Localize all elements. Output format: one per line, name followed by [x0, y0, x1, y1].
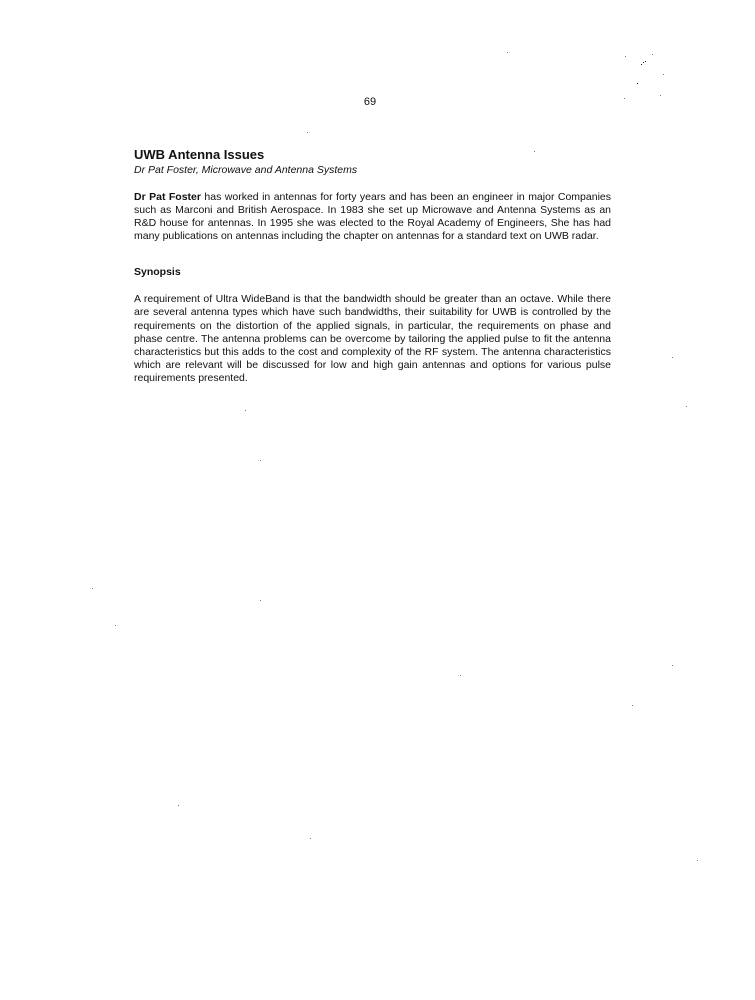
speck [672, 665, 673, 666]
speck [645, 61, 646, 62]
speck [637, 83, 638, 84]
page-number: 69 [363, 96, 377, 108]
speck [686, 406, 687, 407]
speck [663, 74, 664, 75]
speck [115, 625, 116, 626]
speck [310, 838, 311, 839]
author-bio-text: has worked in antennas for forty years and has been an engineer in major Companies such as Marconi and British Aerospace. In 1983 she set up Microwave and Antenna Systems as an R&D house for antennas. In 1995 she was elected to the Royal Academy of Engineers, She has had many publications on antennas including the chapter on antennas for a standard text on UWB radar. [134, 191, 611, 243]
author-name: Dr Pat Foster [134, 191, 201, 203]
speck [534, 151, 535, 152]
speck [672, 357, 673, 358]
article-byline: Dr Pat Foster, Microwave and Antenna Systems [134, 164, 358, 176]
speck [643, 62, 644, 63]
speck [632, 705, 633, 706]
synopsis-text: A requirement of Ultra WideBand is that the bandwidth should be greater than an octave. While there are several antenna types which have such bandwidths, their suitability for UWB is controlled by the requirements on the distortion of the applied signals, in particular, the requirements on phase and phase centre. The antenna problems can be overcome by tailoring the applied pulse to fit the antenna characteristics but this adds to the cost and complexity of the RF system. The antenna characteristics which are relevant will be discussed for low and high gain antennas and options for various pulse requirements presented. [134, 293, 611, 384]
speck [460, 675, 461, 676]
article [134, 147, 611, 385]
speck [660, 95, 661, 96]
speck [307, 132, 308, 133]
speck [641, 64, 642, 65]
speck [260, 600, 261, 601]
synopsis-heading: Synopsis [134, 266, 181, 279]
speck [507, 52, 508, 53]
speck [624, 98, 625, 99]
speck [92, 588, 93, 589]
speck [652, 54, 653, 55]
speck [625, 56, 626, 57]
article-title: UWB Antenna Issues [134, 147, 265, 162]
speck [260, 460, 261, 461]
speck [697, 860, 698, 861]
speck [178, 805, 179, 806]
author-bio [134, 191, 611, 243]
speck [245, 410, 246, 411]
